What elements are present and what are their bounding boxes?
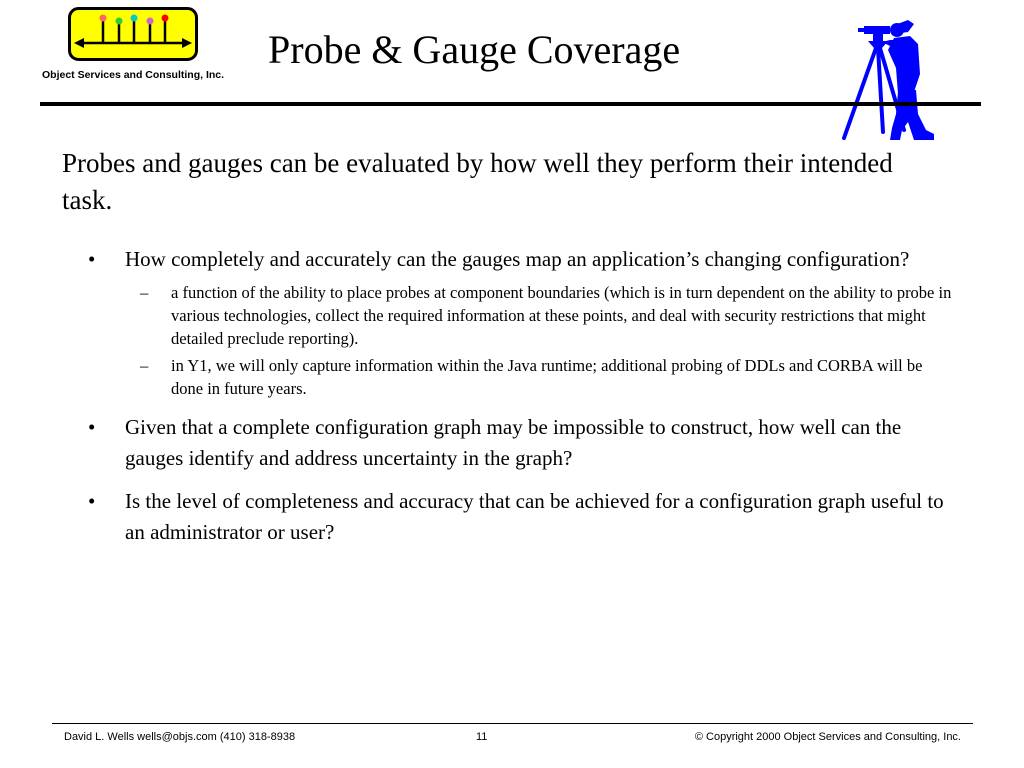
- footer-divider: [52, 723, 973, 724]
- bullet-list: [84, 244, 954, 548]
- list-item: [84, 412, 954, 474]
- company-logo: [68, 7, 198, 61]
- sub-list-item: – in Y1, we will only capture information within the Java runtime; additional probing of DDLs and CORBA will be done in future years.: [125, 354, 954, 400]
- bullet-text: Is the level of completeness and accuracy that can be achieved for a configuration graph useful to an administrator or user?: [125, 489, 944, 544]
- footer-author: David L. Wells wells@objs.com (410) 318-8938: [64, 731, 296, 743]
- list-item: [84, 486, 954, 548]
- page-title: Probe & Gauge Coverage: [268, 27, 681, 72]
- bullet-text: How completely and accurately can the gauges map an application’s changing configuration?: [125, 247, 910, 271]
- page-number: 11: [476, 731, 488, 743]
- intro-paragraph: Probes and gauges can be evaluated by how well they perform their intended task.: [62, 148, 893, 215]
- company-name: Object Services and Consulting, Inc.: [42, 69, 225, 81]
- footer-copyright: © Copyright 2000 Object Services and Consulting, Inc.: [694, 731, 961, 743]
- sub-list-item: – a function of the ability to place probes at component boundaries (which is in turn dependent on the ability to probe in various technologies, collect the required information at these points, and deal with security restrictions that might detailed preclude reporting).: [125, 281, 954, 350]
- bullet-text: Given that a complete configuration graph may be impossible to construct, how well can the gauges identify and address uncertainty in the graph?: [125, 415, 902, 470]
- surveyor-icon: [838, 18, 946, 140]
- sub-bullet-list: [125, 281, 954, 400]
- list-item: [84, 244, 954, 400]
- header-divider: [40, 102, 981, 106]
